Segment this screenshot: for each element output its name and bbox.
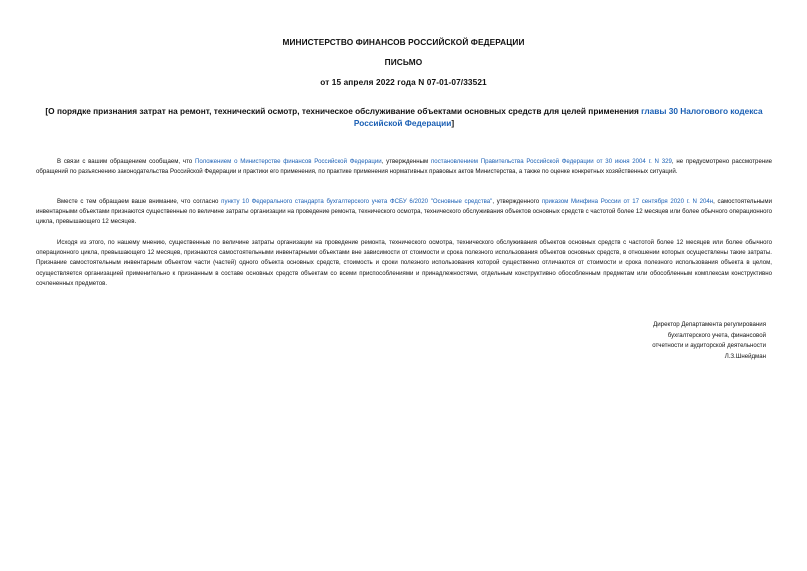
government-decree-link[interactable]: постановлением Правительства Российской Федерации от 30 июня 2004 г. N 329: [431, 158, 672, 165]
p1-text-1: В связи с вашим обращением сообщаем, что: [57, 158, 195, 165]
minfin-order-link[interactable]: приказом Минфина России от 17 сентября 2020 г. N 204н: [541, 198, 714, 205]
paragraph-1: [36, 157, 772, 177]
subject-text-end: ]: [451, 118, 455, 128]
signature-line-1: Директор Департамента регулирования: [653, 321, 766, 328]
p2-text-2: , утвержденного: [492, 198, 542, 205]
date-number-heading: от 15 апреля 2022 года N 07-01-07/33521: [320, 77, 487, 87]
paragraph-2: [36, 197, 772, 228]
ministry-regulation-link[interactable]: Положением о Министерстве финансов Российской Федерации: [194, 158, 382, 165]
tax-code-chapter-link[interactable]: главы 30 Налогового кодекса Российской Федерации: [353, 106, 763, 128]
p1-text-2: , утвержденным: [381, 158, 431, 165]
p2-text-1: Вместе с тем обращаем ваше внимание, что согласно: [57, 198, 222, 205]
p2-text-3: , самостоятельными инвентарными объектами признаются существенные по величине затраты организации на проведение ремонта, технического осмотра, технического обслуживания объектов основных средств с частотой более 12 месяцев или более обычного операционного цикла, превышающего 12 месяцев.: [36, 198, 772, 226]
ministry-heading: МИНИСТЕРСТВО ФИНАНСОВ РОССИЙСКОЙ ФЕДЕРАЦИИ: [282, 37, 525, 47]
p1-text-3: , не предусмотрено рассмотрение обращений по разъяснению законодательства Российской Федерации и практики его применения, по практике применения нормативных правовых актов Министерства, а также по оценке конкретных хозяйственных ситуаций.: [36, 158, 772, 176]
signature-line-3: отчетности и аудиторской деятельности: [652, 342, 766, 349]
signature-block: [566, 320, 766, 362]
fsbu-standard-link[interactable]: пункту 10 Федерального стандарта бухгалтерского учета ФСБУ 6/2020 "Основные средства": [221, 198, 493, 205]
signature-name: Л.З.Шнейдман: [724, 352, 766, 360]
paragraph-3: Исходя из этого, по нашему мнению, существенные по величине затраты организации на проведение ремонта, технического осмотра, технического обслуживания объектов основных средств с частотой более 12 месяцев или более обычного операционного цикла, превышающего 12 месяцев, признаются самостоятельными инвентарными объектами вне зависимости от стоимости и срока полезного использования объектов основных средств, в отношении которых осуществлены такие затраты. Признание самостоятельным инвентарным объектом части (частей) одного объекта основных средств, стоимость и сроки полезного использования которой существенно отличаются от стоимости и срока полезного использования объекта в целом, осуществляется организацией применительно к признанным в составе основных средств объектам со всеми приспособлениями и принадлежностями, отдельным конструктивно обособленным предметам или обособленным комплексам конструктивно сочлененных предметов.: [36, 239, 772, 287]
doc-type-heading: ПИСЬМО: [384, 57, 423, 67]
signature-line-2: бухгалтерского учета, финансовой: [667, 331, 766, 339]
subject-text-start: [О порядке признания затрат на ремонт, технический осмотр, техническое обслуживание объектами основных средств для целей применения: [45, 106, 642, 116]
letter-subject: [36, 105, 772, 129]
